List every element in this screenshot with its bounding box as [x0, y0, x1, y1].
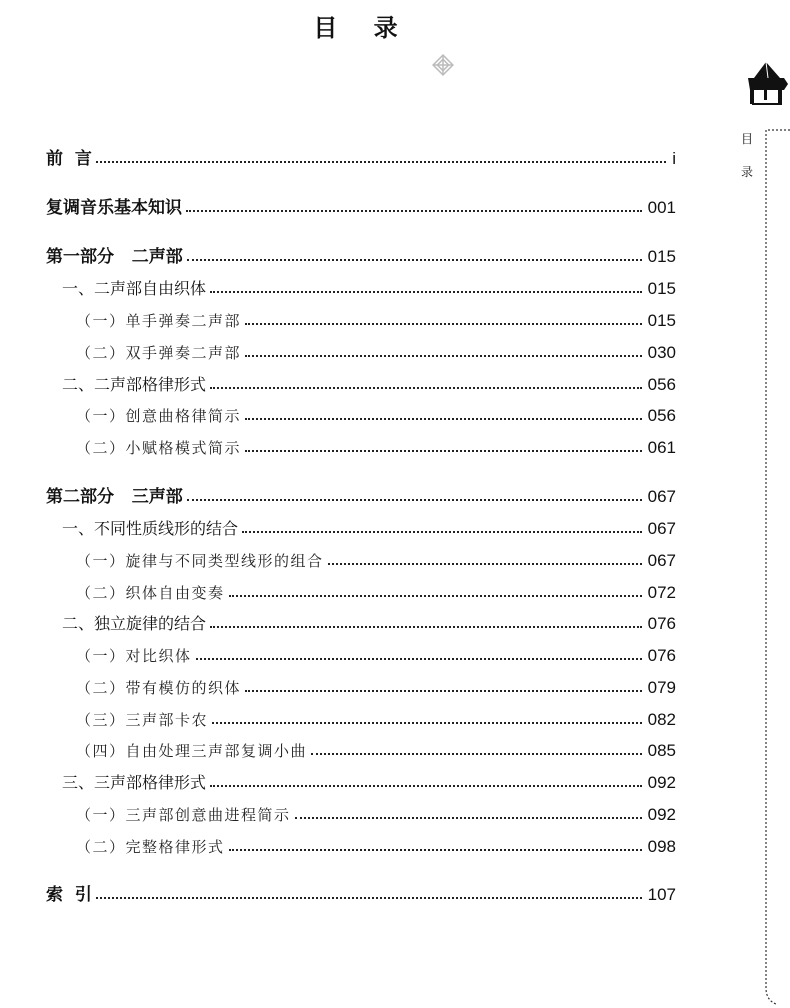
dot-leader	[245, 690, 642, 692]
toc-entry-title: （四）自由处理三声部复调小曲	[76, 742, 308, 760]
toc-page-number: 107	[647, 885, 676, 904]
toc-entry[interactable]	[76, 799, 676, 825]
dot-leader	[295, 817, 642, 819]
toc-entry-title: （二）织体自由变奏	[76, 584, 225, 602]
toc-page-number: 067	[647, 487, 676, 506]
toc-page-number: 056	[647, 375, 676, 394]
toc-page-number: 030	[647, 343, 676, 362]
toc-entry[interactable]	[76, 432, 676, 458]
toc-entry[interactable]	[76, 735, 676, 761]
toc-entry[interactable]	[76, 672, 676, 698]
toc-page-number: 098	[647, 837, 676, 856]
toc-entry-title: 第一部分 二声部	[46, 247, 183, 267]
toc-page-number: 067	[647, 551, 676, 570]
toc-page-number: 061	[647, 438, 676, 457]
side-label-char-2: 录	[740, 165, 753, 179]
dot-leader	[229, 849, 642, 851]
toc-entry[interactable]	[76, 305, 676, 331]
toc-entry-title: （一）对比织体	[76, 647, 192, 665]
toc-entry-index[interactable]	[46, 879, 676, 905]
toc-entry-title: 一、二声部自由织体	[62, 279, 207, 298]
toc-entry-title: （二）带有模仿的织体	[76, 679, 242, 697]
toc-entry-title: （二）小赋格模式简示	[76, 439, 242, 457]
toc-entry-title: 前 言	[46, 149, 92, 169]
dot-leader	[210, 291, 642, 293]
toc-entry-title: 第二部分 三声部	[46, 487, 183, 507]
toc-entry-title: （一）旋律与不同类型线形的组合	[76, 552, 324, 570]
toc-entry[interactable]	[62, 608, 676, 634]
toc-page-number: 092	[647, 773, 676, 792]
dot-leader	[245, 418, 642, 420]
toc-page-number: 056	[647, 406, 676, 425]
toc-entry-title: 二、二声部格律形式	[62, 375, 207, 394]
toc-entry-title: 索 引	[46, 885, 92, 905]
toc-entry[interactable]	[62, 273, 676, 299]
toc-entry[interactable]	[62, 513, 676, 539]
toc-entry[interactable]	[76, 704, 676, 730]
toc-page-number: 079	[647, 678, 676, 697]
dot-leader	[245, 323, 642, 325]
dot-leader	[210, 387, 642, 389]
knot-ornament-icon	[430, 52, 456, 78]
dot-leader	[212, 722, 642, 724]
toc-entry[interactable]	[76, 831, 676, 857]
toc-entry-title: （一）单手弹奏二声部	[76, 312, 242, 330]
toc-page-number: 001	[647, 198, 676, 217]
toc-page-number: 015	[647, 279, 676, 298]
dot-leader	[245, 355, 642, 357]
toc-entry-title: （一）创意曲格律简示	[76, 407, 242, 425]
dot-leader	[187, 499, 642, 501]
dot-leader	[210, 785, 642, 787]
toc-entry-preface[interactable]	[46, 143, 676, 169]
dot-leader	[229, 595, 642, 597]
toc-page-number: 072	[647, 583, 676, 602]
toc-entry[interactable]	[62, 369, 676, 395]
toc-entry[interactable]	[76, 577, 676, 603]
dot-leader	[96, 897, 642, 899]
dot-leader	[187, 259, 642, 261]
toc-entry-part1[interactable]	[46, 241, 676, 267]
dot-leader	[245, 450, 642, 452]
toc-entry[interactable]	[76, 545, 676, 571]
toc-page-number: 076	[647, 614, 676, 633]
toc-page-number: 085	[647, 741, 676, 760]
dot-leader	[210, 626, 642, 628]
dot-leader	[186, 210, 642, 212]
toc-page-number: 082	[647, 710, 676, 729]
toc-entry-part2[interactable]	[46, 481, 676, 507]
dot-leader	[96, 161, 666, 163]
page-edge-border	[762, 128, 790, 1008]
toc-entry-title: （二）双手弹奏二声部	[76, 344, 242, 362]
dot-leader	[196, 658, 642, 660]
toc-page-number: 092	[647, 805, 676, 824]
toc-page-number: 067	[647, 519, 676, 538]
toc-page-number: i	[672, 149, 676, 168]
dot-leader	[242, 531, 642, 533]
toc-entry-title: 二、独立旋律的结合	[62, 614, 207, 633]
toc-entry-title: 复调音乐基本知识	[46, 198, 182, 218]
page-title: 目 录	[313, 13, 412, 42]
toc-entry-title: （三）三声部卡农	[76, 711, 209, 729]
toc-entry-title: 三、三声部格律形式	[62, 773, 207, 792]
toc-page-number: 015	[647, 311, 676, 330]
dot-leader	[311, 753, 642, 755]
toc-entry-title: 一、不同性质线形的结合	[62, 519, 239, 538]
toc-page-number: 076	[647, 646, 676, 665]
toc-entry-basics[interactable]	[46, 192, 676, 218]
toc-entry[interactable]	[76, 400, 676, 426]
toc-entry[interactable]	[62, 767, 676, 793]
toc-page-number: 015	[647, 247, 676, 266]
grand-piano-icon	[744, 56, 790, 112]
side-label-char-1: 目	[740, 132, 753, 146]
toc-entry[interactable]	[76, 337, 676, 363]
dot-leader	[328, 563, 642, 565]
toc-entry-title: （二）完整格律形式	[76, 838, 225, 856]
toc-entry[interactable]	[76, 640, 676, 666]
toc-entry-title: （一）三声部创意曲进程简示	[76, 806, 291, 824]
